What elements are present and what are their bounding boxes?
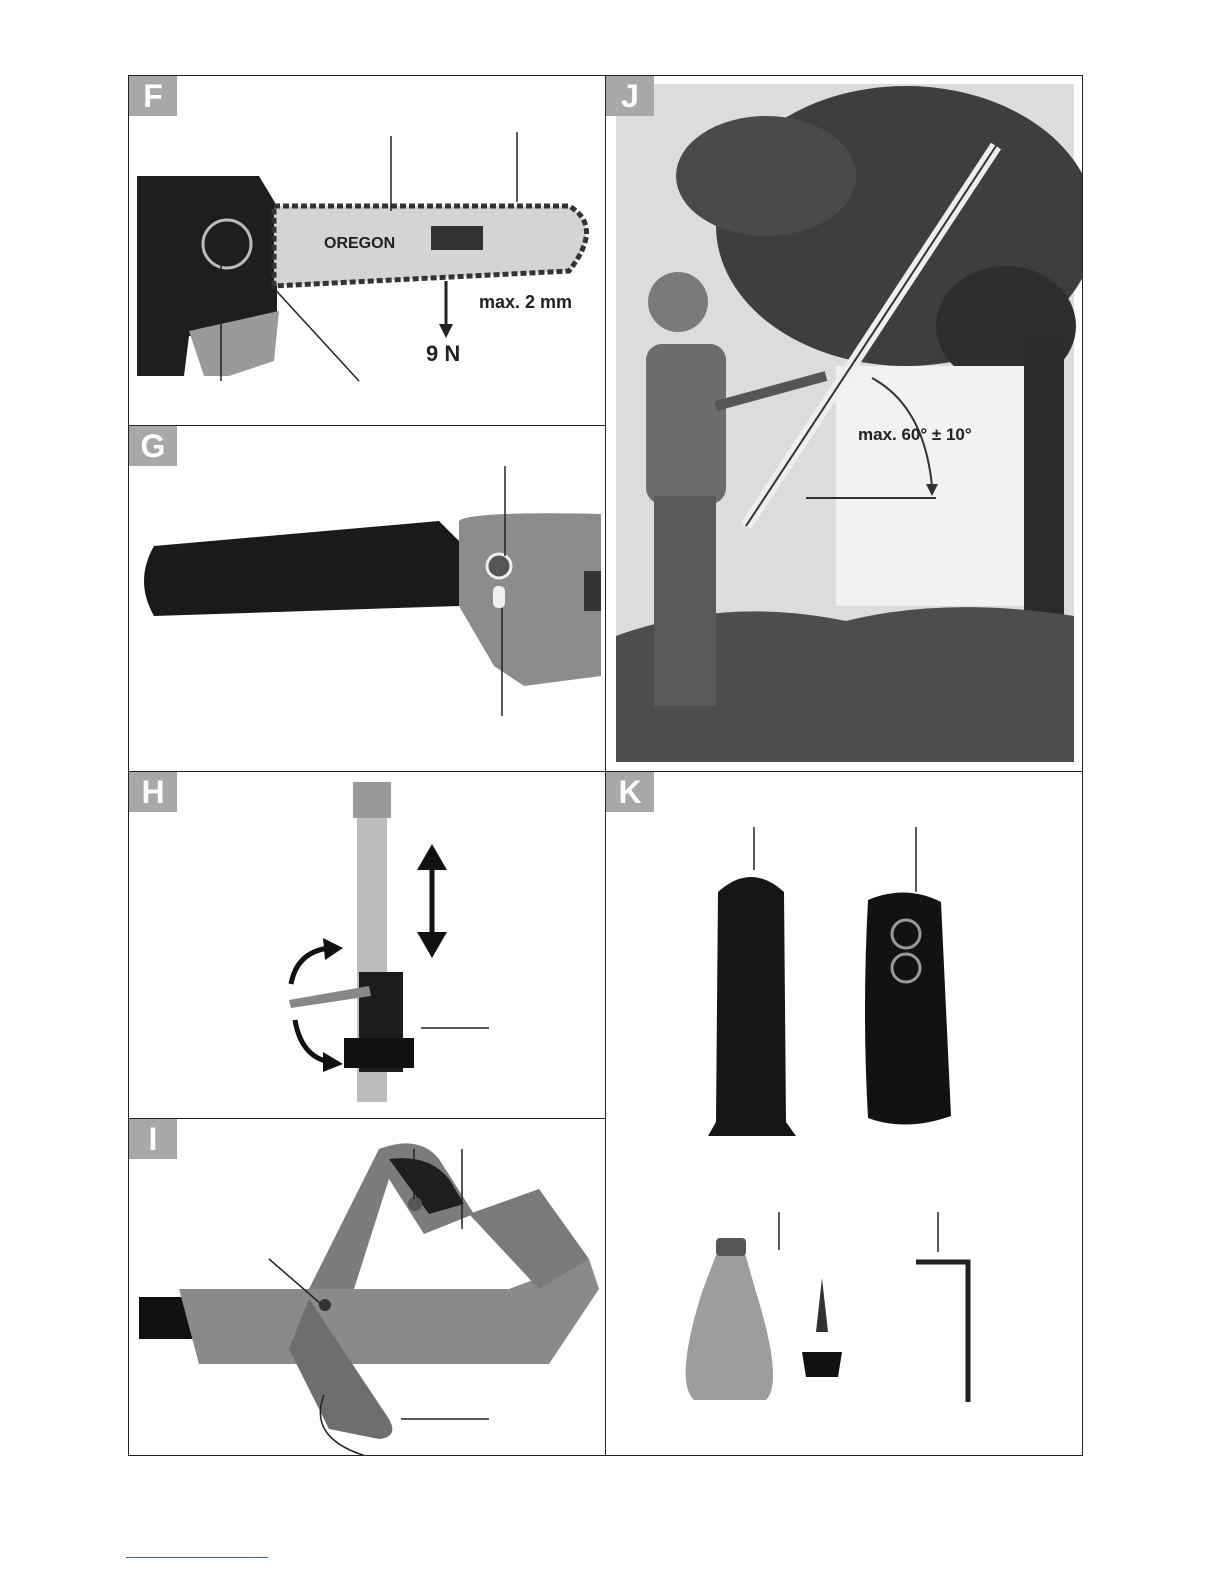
panel-k [606, 772, 1082, 1455]
panel-letter-g: G [129, 426, 177, 466]
force-label: 9 N [426, 341, 461, 366]
bar-brand-text: OREGON [324, 235, 396, 252]
panel-letter-i: I [129, 1119, 177, 1159]
panel-h [129, 772, 606, 1119]
panel-g [129, 426, 606, 772]
panel-letter-k: K [606, 772, 654, 812]
angle-label: max. 60° ± 10° [858, 425, 972, 444]
panel-f [129, 76, 606, 426]
panel-j [606, 76, 1082, 772]
figure-grid [128, 75, 1083, 1456]
footer-link-underline [126, 1557, 268, 1558]
panel-letter-h: H [129, 772, 177, 812]
tension-label: max. 2 mm [479, 292, 573, 312]
panel-letter-f: F [129, 76, 177, 116]
accessories-illustration [606, 772, 1082, 1455]
chain-bar-tension-illustration [129, 76, 606, 426]
handle-adjustment-illustration [129, 1119, 606, 1455]
operator-pruning-illustration [606, 76, 1082, 772]
telescopic-pole-lock-illustration [129, 772, 606, 1119]
chain-saw-head-illustration [129, 426, 606, 772]
panel-i [129, 1119, 606, 1455]
panel-letter-j: J [606, 76, 654, 116]
